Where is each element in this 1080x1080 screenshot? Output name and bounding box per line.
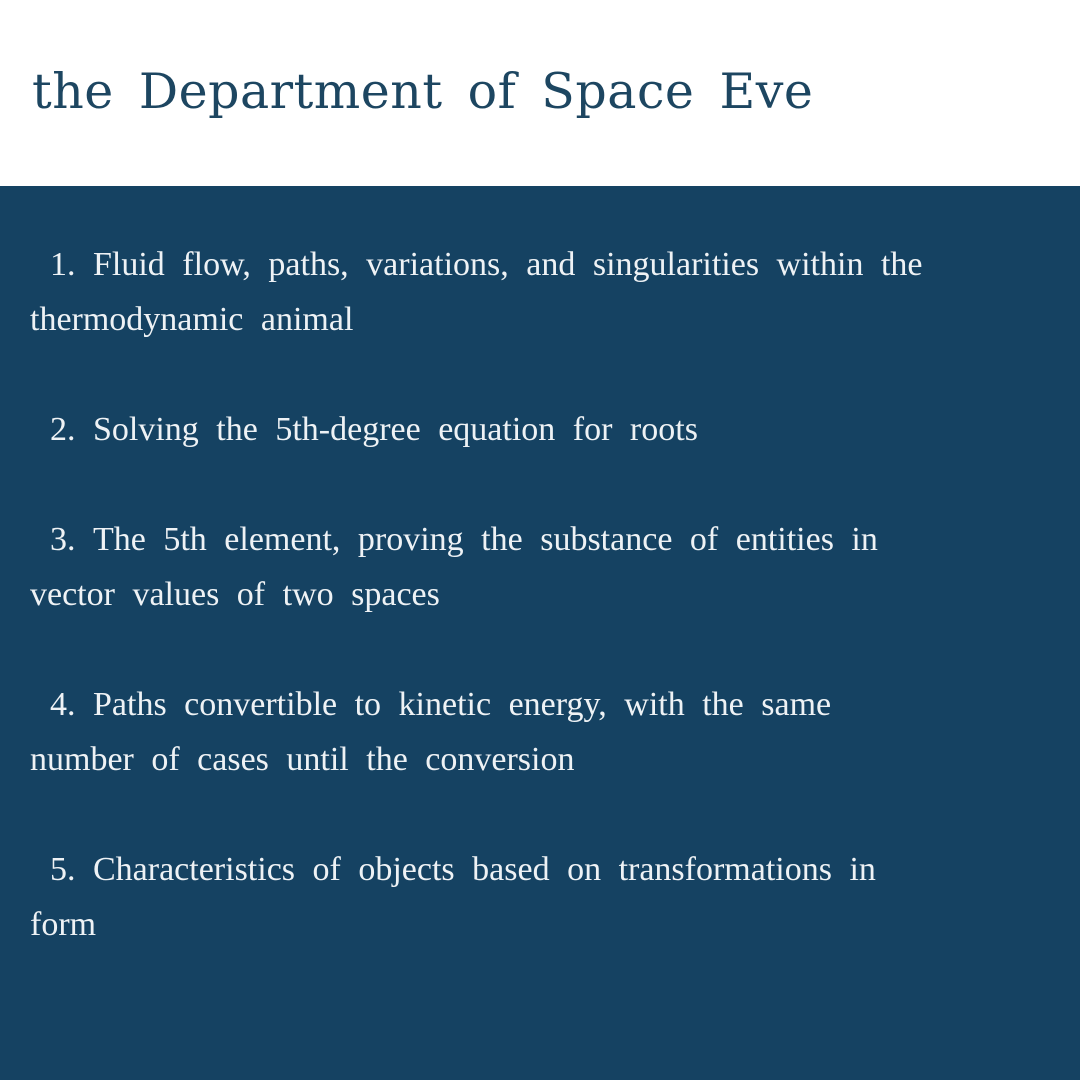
item-continuation: form <box>30 906 97 943</box>
item-number: 2. <box>50 411 76 448</box>
item-continuation: number of cases until the conversion <box>30 741 575 778</box>
item-text: Solving the 5th-degree equation for roots <box>93 411 698 448</box>
item-number: 3. <box>50 521 76 558</box>
list-item-4 <box>30 677 1070 787</box>
item-continuation: thermodynamic animal <box>30 301 354 338</box>
item-text: Paths convertible to kinetic energy, with the same <box>93 686 832 723</box>
item-text: Fluid flow, paths, variations, and singularities within the <box>93 246 923 283</box>
page-title: the Department of Space Eve <box>32 63 814 120</box>
item-number: 4. <box>50 686 76 723</box>
list-item-1 <box>30 237 1070 347</box>
list-item-5 <box>30 842 1070 952</box>
item-number: 1. <box>50 246 76 283</box>
item-number: 5. <box>50 851 76 888</box>
item-continuation: vector values of two spaces <box>30 576 440 613</box>
list-item-3 <box>30 512 1070 622</box>
title-band <box>0 0 1080 186</box>
item-text: Characteristics of objects based on transformations in <box>93 851 876 888</box>
topics-panel <box>0 186 1080 1080</box>
item-text: The 5th element, proving the substance of entities in <box>93 521 878 558</box>
list-item-2 <box>30 402 1070 457</box>
